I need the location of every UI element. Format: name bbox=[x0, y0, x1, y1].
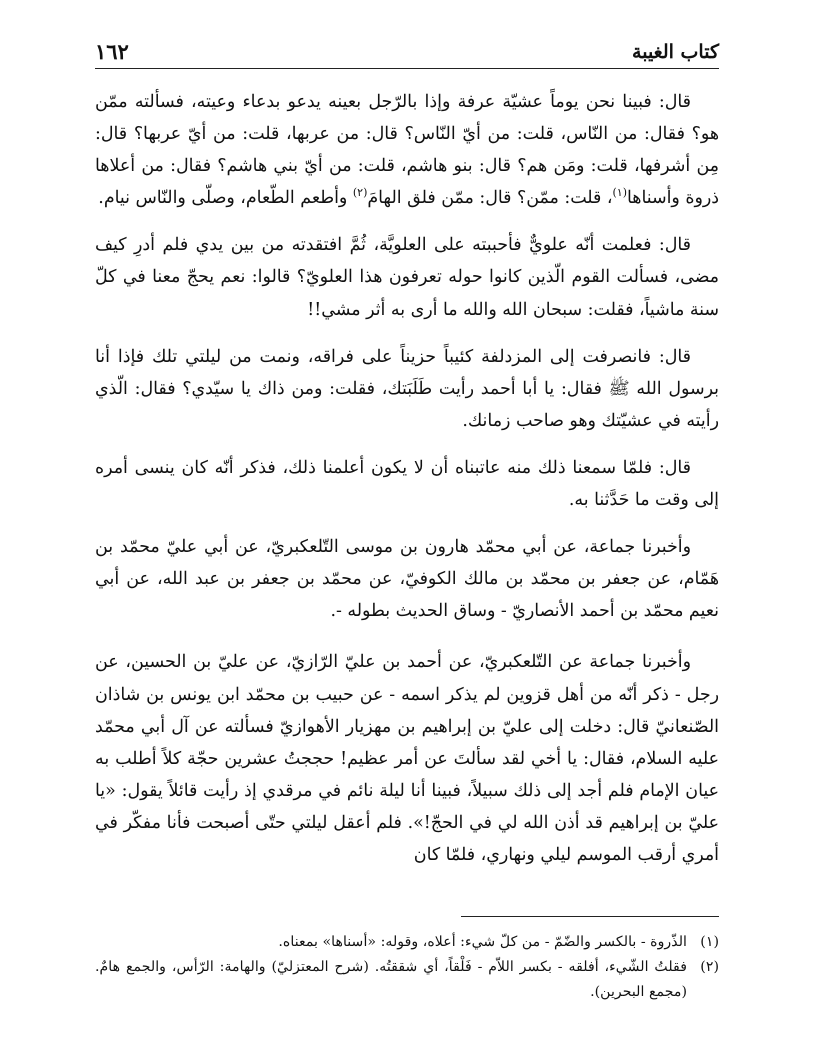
paragraph-5: وأخبرنا جماعة، عن أبي محمّد هارون بن موسى التّلعكبريّ، عن أبي عليّ محمّد بن هَمّام، عن جعفر بن محمّد بن مالك الكوفيّ، عن محمّد بن جعفر بن عبد الله، عن أبي نعيم محمّد بن أحمد الأنصاريّ - وساق الحديث بطوله -. bbox=[95, 537, 719, 622]
footnote-2 bbox=[95, 955, 719, 1005]
footnote-text: الذّروة - بالكسر والضّمّ - من كلّ شيء: أعلاه، وقوله: «أسناها» بمعناه. bbox=[278, 934, 687, 950]
paragraph-text: وأطعم الطّعام، وصلّى والنّاس نيام. bbox=[98, 188, 353, 209]
footnote-marker-1: (١) bbox=[612, 186, 627, 200]
footnote-divider bbox=[461, 916, 719, 917]
paragraph-text: قال: فبينا نحن يوماً عشيّة عرفة وإذا بالرّجل بعينه يدعو بدعاء وعيته، فسألته ممّن هو؟ فقال: من النّاس، قلت: من أيّ النّاس؟ قال: من عربها، قلت: من أيّ عربها؟ قال: مِن أشرفها، قلت: ومَن هم؟ قال: بنو هاشم، قلت: من أيّ بني هاشم؟ فقال: من أعلاها ذروة وأسناها bbox=[95, 92, 719, 209]
footnote-marker-2: (٢) bbox=[352, 186, 368, 200]
footnote-text: فقلتُ الشّيء، أفلقه - بكسر اللاّم - فَلْقاً، أي شققتُه. (شرح المعتزليّ) والهامة: الرّأس، والجمع هامٌ. (مجمع البحرين). bbox=[95, 959, 687, 1000]
footnote-number: (٢) bbox=[700, 959, 719, 975]
paragraph-3: قال: فانصرفت إلى المزدلفة كئيباً حزيناً على فراقه، ونمت من ليلتي تلك فإذا أنا برسول الله ﷺ فقال: يا أبا أحمد رأيت طَلَبَتك، فقلت: ومن ذاك يا سيّدي؟ فقال: الّذي رأيته في عشيّتك وهو صاحب زمانك. bbox=[95, 346, 719, 431]
paragraph-6: وأخبرنا جماعة عن التّلعكبريّ، عن أحمد بن عليّ الرّازيّ، عن عليّ بن الحسين، عن رجل - ذكر أنّه من أهل قزوين لم يذكر اسمه - عن حبيب بن محمّد ابن يونس بن شاذان الصّنعانيّ قال: دخلت إلى عليّ بن إبراهيم بن مهزيار الأهوازيّ فسألته عن آل أبي محمّد عليه السلام، فقال: يا أخي لقد سألتَ عن أمر عظيم! حججتُ عشرين حجّة كلاً أطلب به عيان الإمام فلم أجد إلى ذلك سبيلاً، فبينا أنا ليلة نائم في مرقدي إذ رأيت قائلاً يقول: «يا عليّ بن إبراهيم قد أذن الله لي في الحجّ!». فلم أعقل ليلتي حتّى أصبحت فأنا مفكّر في أمري أرقب الموسم ليلي ونهاري، فلمّا كان bbox=[95, 652, 719, 865]
footnotes bbox=[95, 930, 719, 1005]
paragraph-1 bbox=[95, 86, 719, 214]
paragraph-text: ، قلت: ممّن؟ قال: ممّن فلق الهامَ bbox=[367, 188, 613, 209]
book-title: كتاب الغيبة bbox=[632, 41, 719, 63]
paragraph-4: قال: فلمّا سمعنا ذلك منه عاتبناه أن لا يكون أعلمنا ذلك، فذكر أنّه كان ينسى أمره إلى وقت ما حَدَّثنا به. bbox=[95, 457, 719, 511]
page-number: ١٦٢ bbox=[95, 39, 129, 64]
page-header bbox=[95, 34, 719, 69]
footnote-number: (١) bbox=[700, 934, 719, 950]
main-text bbox=[95, 86, 719, 886]
paragraph-2: قال: فعلمت أنّه علويٌّ فأحببته على العلويَّة، ثُمَّ افتقدته من بين يدي فلم أدرِ كيف مضى، فسألت القوم الّذين كانوا حوله تعرفون هذا العلويّ؟ قالوا: نعم يحجّ معنا في كلّ سنة ماشياً، فقلت: سبحان الله والله ما أرى به أثر مشي!! bbox=[95, 235, 719, 320]
footnote-1 bbox=[95, 930, 719, 955]
